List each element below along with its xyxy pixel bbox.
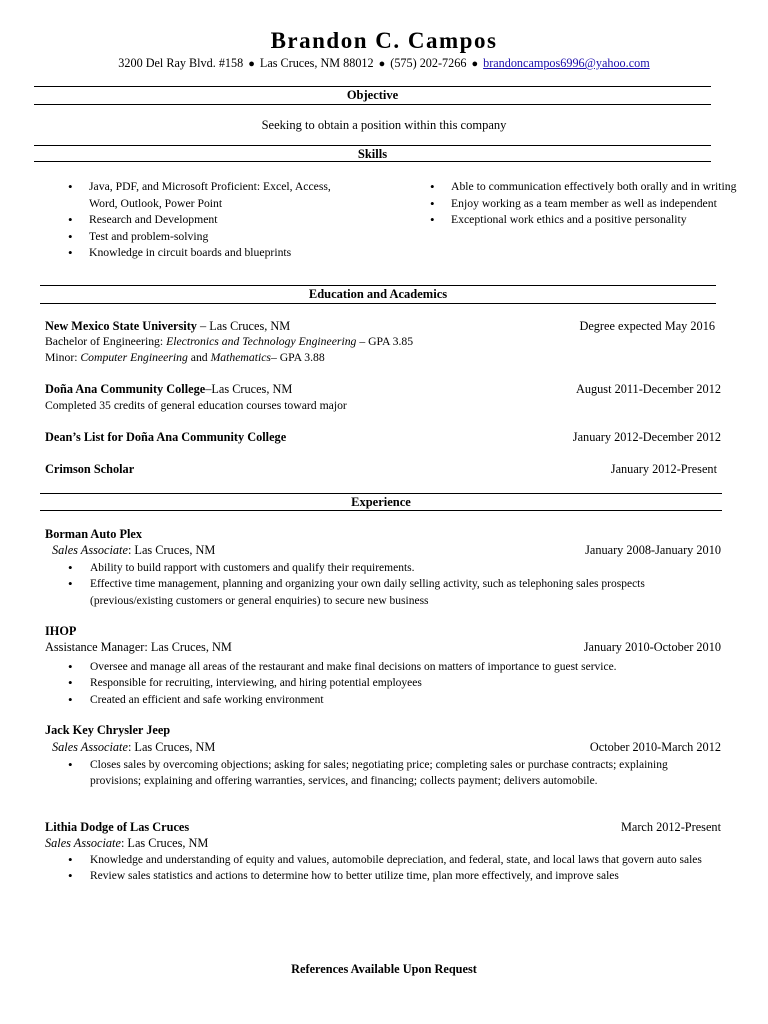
list-item: • Review sales statistics and actions to determine how to better utilize time, plan more effectively, and improve sales	[46, 868, 706, 884]
job-location: : Las Cruces, NM	[127, 543, 216, 557]
school-name: New Mexico State University	[45, 319, 197, 333]
minor-gpa: – GPA 3.88	[270, 351, 325, 364]
award-name: Crimson Scholar	[45, 462, 135, 476]
divider	[40, 303, 716, 304]
award-name: Dean’s List for Doña Ana Community College	[45, 430, 287, 444]
job-bullets	[46, 560, 706, 609]
job-date: October 2010-March 2012	[589, 740, 721, 754]
divider	[34, 161, 711, 162]
job-company: Jack Key Chrysler Jeep	[45, 723, 171, 737]
school-location: –Las Cruces, NM	[205, 382, 293, 396]
job-role-row	[45, 640, 721, 655]
city: Las Cruces, NM 88012	[259, 56, 374, 70]
job-role: Sales Associate	[52, 740, 128, 754]
bullet-dot-icon: ●	[471, 58, 479, 70]
divider	[40, 510, 722, 511]
experience-title: Experience	[351, 495, 411, 509]
references-note: References Available Upon Request	[291, 962, 477, 976]
list-item: • Test and problem-solving	[62, 229, 334, 246]
school-date: Degree expected May 2016	[579, 319, 715, 333]
skills-title: Skills	[357, 147, 388, 161]
list-item: • Able to communication effectively both orally and in writing	[424, 179, 738, 196]
job-header-row	[45, 820, 721, 835]
award-date: January 2012-Present	[610, 462, 717, 476]
list-item: • Effective time management, planning and organizing your own daily selling activity, such as telephoning sales prospects (previous/existing customers or general enquiries) to secure new business	[46, 576, 706, 609]
objective-title: Objective	[346, 88, 399, 102]
edu-minor	[45, 351, 325, 364]
resume-name: Brandon C. Campos	[270, 28, 498, 53]
edu-dacc-header	[45, 382, 721, 397]
divider	[34, 86, 711, 87]
award-date: January 2012-December 2012	[572, 430, 721, 444]
bullet-dot-icon: ●	[248, 58, 255, 70]
list-item: • Oversee and manage all areas of the restaurant and make final decisions on matters of importance to guest service.	[46, 659, 736, 675]
job-location: : Las Cruces, NM	[144, 640, 232, 654]
list-item: • Ability to build rapport with customers and qualify their requirements.	[46, 560, 706, 576]
education-title: Education and Academics	[308, 287, 448, 301]
list-item: • Created an efficient and safe working environment	[46, 692, 736, 708]
list-item: • Java, PDF, and Microsoft Proficient: Excel, Access, Word, Outlook, Power Point	[62, 179, 334, 212]
list-item: • Research and Development	[62, 212, 334, 229]
skills-right-list	[424, 179, 738, 229]
degree-major: Electronics and Technology Engineering	[166, 335, 357, 348]
job-role-row	[45, 836, 208, 851]
job-date: March 2012-Present	[620, 820, 721, 834]
job-role: Sales Associate	[52, 543, 128, 557]
minor-and: and	[187, 351, 211, 364]
job-role-row	[52, 740, 721, 755]
job-role: Sales Associate	[45, 836, 121, 850]
minor-label: Minor:	[45, 351, 81, 364]
minor-1: Computer Engineering	[80, 351, 188, 364]
degree-label: Bachelor of Engineering:	[45, 335, 167, 348]
list-item: • Enjoy working as a team member as well as independent	[424, 196, 738, 213]
job-location: : Las Cruces, NM	[120, 836, 209, 850]
job-role-row	[52, 543, 721, 558]
list-item: • Knowledge in circuit boards and blueprints	[62, 245, 334, 262]
job-location: : Las Cruces, NM	[127, 740, 216, 754]
email-link[interactable]: brandoncampos6996@yahoo.com	[483, 56, 650, 70]
school-date: August 2011-December 2012	[575, 382, 721, 396]
job-bullets	[46, 659, 736, 708]
edu-nmsu-header	[45, 319, 715, 334]
minor-2: Mathematics	[210, 351, 271, 364]
job-date: January 2010-October 2010	[583, 640, 721, 654]
job-company: IHOP	[45, 624, 77, 638]
divider	[34, 104, 711, 105]
objective-text: Seeking to obtain a position within this company	[261, 118, 507, 132]
list-item: • Closes sales by overcoming objections; asking for sales; negotiating price; completing sales or purchase contracts; explaining provisions; explaining and offering warranties, services, and financing; collects payment; delivers automobile.	[46, 757, 706, 790]
school-name: Doña Ana Community College	[45, 382, 206, 396]
edu-degree	[45, 335, 413, 348]
skills-left-list	[62, 179, 334, 262]
school-location: – Las Cruces, NM	[196, 319, 291, 333]
edu-crimson	[45, 462, 717, 477]
divider	[40, 493, 722, 494]
divider	[40, 285, 716, 286]
phone: (575) 202-7266	[390, 56, 467, 70]
edu-dacc-desc: Completed 35 credits of general education courses toward major	[45, 399, 347, 412]
job-bullets	[46, 757, 706, 790]
job-company: Borman Auto Plex	[45, 527, 143, 541]
degree-gpa: – GPA 3.85	[356, 335, 414, 348]
list-item: • Responsible for recruiting, interviewing, and hiring potential employees	[46, 675, 736, 691]
list-item: • Exceptional work ethics and a positive personality	[424, 212, 738, 229]
job-role: Assistance Manager	[45, 640, 145, 654]
list-item: • Knowledge and understanding of equity and values, automobile depreciation, and federal, state, and local laws that govern auto sales	[46, 852, 706, 868]
job-company: Lithia Dodge of Las Cruces	[45, 820, 190, 834]
divider	[34, 145, 711, 146]
bullet-dot-icon: ●	[378, 58, 386, 70]
edu-deans-list	[45, 430, 721, 445]
job-bullets	[46, 852, 706, 885]
contact-line	[0, 56, 768, 71]
address: 3200 Del Ray Blvd. #158	[118, 56, 244, 70]
job-date: January 2008-January 2010	[585, 543, 721, 557]
